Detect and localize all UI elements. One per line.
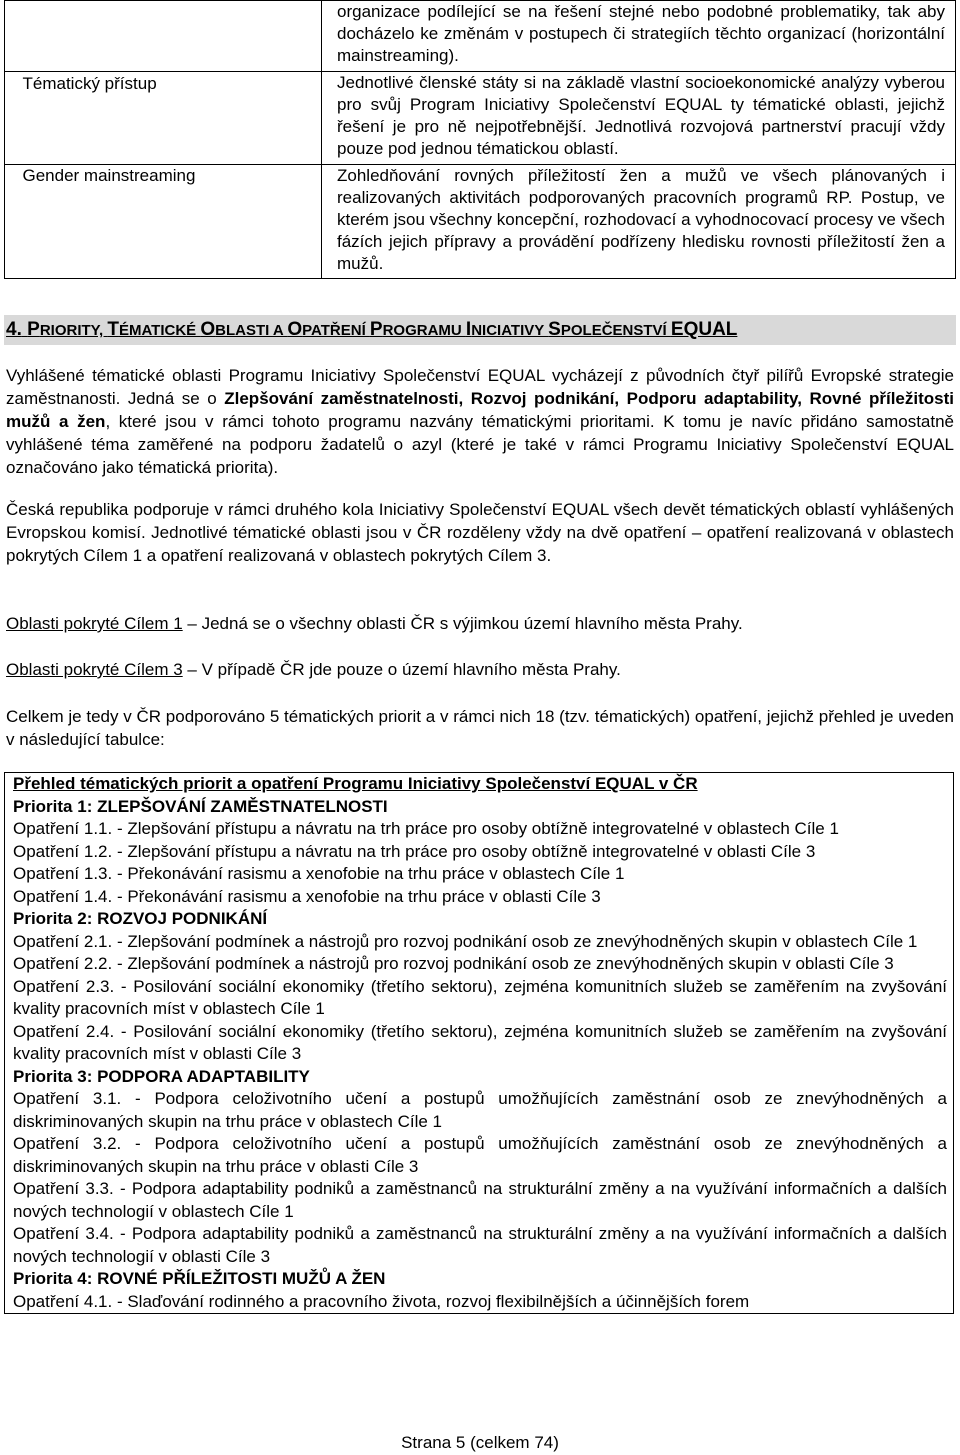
- term-label: Gender mainstreaming: [22, 165, 196, 185]
- priority-title: Priorita 3: PODPORA ADAPTABILITY: [13, 1066, 310, 1086]
- page-footer: Strana 5 (celkem 74): [401, 1433, 559, 1452]
- measure-item: Opatření 2.1. - Zlepšování podmínek a nástrojů pro rozvoj podnikání osob ze znevýhodněných skupin v oblastech Cíle 1: [13, 931, 918, 951]
- definition-term: [5, 165, 322, 279]
- measure-item: Opatření 4.1. - Slaďování rodinného a pracovního života, rozvoj flexibilnějších a účinnějších forem: [13, 1291, 750, 1311]
- measure-item: Opatření 3.4. - Podpora adaptability podniků a zaměstnanců na strukturální změny a na využívání informačních a dalších nových technologií v oblasti Cíle 3: [13, 1224, 947, 1266]
- definitions-table: [4, 0, 956, 279]
- measure-item: Opatření 3.2. - Podpora celoživotního učení a postupů umožňujících zaměstnání osob ze znevýhodněných a diskriminovaných skupin na trhu práce v oblasti Cíle 3: [13, 1134, 947, 1176]
- definition-description: Zohledňování rovných příležitostí žen a mužů ve všech plánovaných i realizovaných aktivitách podporovaných pracovních programů RP. Postup, ve kterém jsou všechny koncepční, rozhodovací a vyhodnocovací procesy ve všech fázích jejich přípravy a provádění podřízeny hledisku rovnosti příležitostí žen a mužů.: [322, 165, 956, 279]
- priority-title: Priorita 4: ROVNÉ PŘÍLEŽITOSTI MUŽŮ A ŽEN: [13, 1269, 386, 1288]
- priority-title: Priorita 1: ZLEPŠOVÁNÍ ZAMĚSTNATELNOSTI: [13, 796, 388, 816]
- definition-term: [5, 1, 322, 72]
- paragraph-summary: Celkem je tedy v ČR podporováno 5 tématických priorit a v rámci nich 18 (tzv. tématických) opatření, jejichž přehled je uveden v následující tabulce:: [6, 707, 954, 749]
- term-label: Tématický přístup: [22, 73, 157, 93]
- definition-term: [5, 72, 322, 165]
- overview-heading: Přehled tématických priorit a opatření Programu Iniciativy Společenství EQUAL v ČR: [13, 774, 698, 793]
- priority-title: Priorita 2: ROZVOJ PODNIKÁNÍ: [13, 909, 268, 928]
- section-number: 4.: [6, 319, 22, 340]
- measure-item: Opatření 1.2. - Zlepšování přístupu a návratu na trh práce pro osoby obtížně integrovatelné v oblasti Cíle 3: [13, 841, 816, 861]
- measure-item: Opatření 2.4. - Posilování sociální ekonomiky (třetího sektoru), zejména komunitních služeb se zaměřením na zvyšování kvality pracovních míst v oblasti Cíle 3: [13, 1021, 947, 1063]
- section-title: PRIORITY, TÉMATICKÉ OBLASTI A OPATŘENÍ PROGRAMU INICIATIVY SPOLEČENSTVÍ EQUAL: [27, 319, 738, 340]
- definitions-row: [5, 72, 956, 165]
- measure-item: Opatření 1.3. - Překonávání rasismu a xenofobie na trhu práce v oblastech Cíle 1: [13, 864, 625, 883]
- definitions-row: [5, 165, 956, 279]
- section-heading: [4, 315, 956, 345]
- measure-item: Opatření 2.2. - Zlepšování podmínek a nástrojů pro rozvoj podnikání osob ze znevýhodněných skupin v oblasti Cíle 3: [13, 954, 894, 973]
- paragraph-czech-support: Česká republika podporuje v rámci druhého kola Iniciativy Společenství EQUAL všech devět tématických oblastí vyhlášených Evropskou komisí. Jednotlivé tématické oblasti jsou v ČR rozděleny vždy na dvě opatření – opatření realizovaná v oblastech pokrytých Cílem 1 a opatření realizovaná v oblastech pokrytých Cílem 3.: [6, 500, 954, 565]
- overview-rows: [13, 796, 947, 1314]
- definition-description: organizace podílející se na řešení stejné nebo podobné problematiky, tak aby docházelo ke změnám v postupech či strategiích těchto organizací (horizontální mainstreaming).: [322, 1, 956, 72]
- measure-item: Opatření 1.1. - Zlepšování přístupu a návratu na trh práce pro osoby obtížně integrovatelné v oblastech Cíle 1: [13, 819, 839, 838]
- priorities-overview-table: [4, 772, 954, 1314]
- objective-3-label: Oblasti pokryté Cílem 3: [6, 660, 183, 679]
- definitions-row: [5, 1, 956, 72]
- measure-item: Opatření 3.3. - Podpora adaptability podniků a zaměstnanců na strukturální změny a na využívání informačních a dalších nových technologií v oblastech Cíle 1: [13, 1179, 947, 1221]
- measure-item: Opatření 1.4. - Překonávání rasismu a xenofobie na trhu práce v oblasti Cíle 3: [13, 886, 601, 906]
- measure-item: Opatření 2.3. - Posilování sociální ekonomiky (třetího sektoru), zejména komunitních služeb se zaměřením na zvyšování kvality pracovních míst v oblastech Cíle 1: [13, 976, 947, 1018]
- paragraph-objective-1: Oblasti pokryté Cílem 1 – Jedná se o všechny oblasti ČR s výjimkou území hlavního města Prahy.: [6, 614, 743, 633]
- paragraph-objective-3: Oblasti pokryté Cílem 3 – V případě ČR jde pouze o území hlavního města Prahy.: [6, 660, 621, 679]
- measure-item: Opatření 3.1. - Podpora celoživotního učení a postupů umožňujících zaměstnání osob ze znevýhodněných a diskriminovaných skupin na trhu práce v oblastech Cíle 1: [13, 1089, 947, 1131]
- definition-description: Jednotlivé členské státy si na základě vlastní socioekonomické analýzy vyberou pro svůj Program Iniciativy Společenství EQUAL ty tématické oblasti, jejichž řešení je pro ně nejpotřebnější. Jednotlivá rozvojová partnerství pracují vždy pouze pod jednou tématickou oblastí.: [322, 72, 956, 165]
- objective-1-label: Oblasti pokryté Cílem 1: [6, 614, 183, 633]
- paragraph-priorities-intro: Vyhlášené tématické oblasti Programu Iniciativy Společenství EQUAL vycházejí z původních čtyř pilířů Evropské strategie zaměstnanosti. Jedná se o Zlepšování zaměstnatelnosti, Rozvoj podnikání, Podporu adaptability, Rovné příležitosti mužů a žen, které jsou v rámci tohoto programu nazvány tématickými prioritami. K tomu je navíc přidáno samostatně vyhlášené téma zaměřené na podporu žadatelů o azyl (které je také v rámci Programu Iniciativy Společenství EQUAL označováno jako tématická priorita).: [6, 366, 955, 477]
